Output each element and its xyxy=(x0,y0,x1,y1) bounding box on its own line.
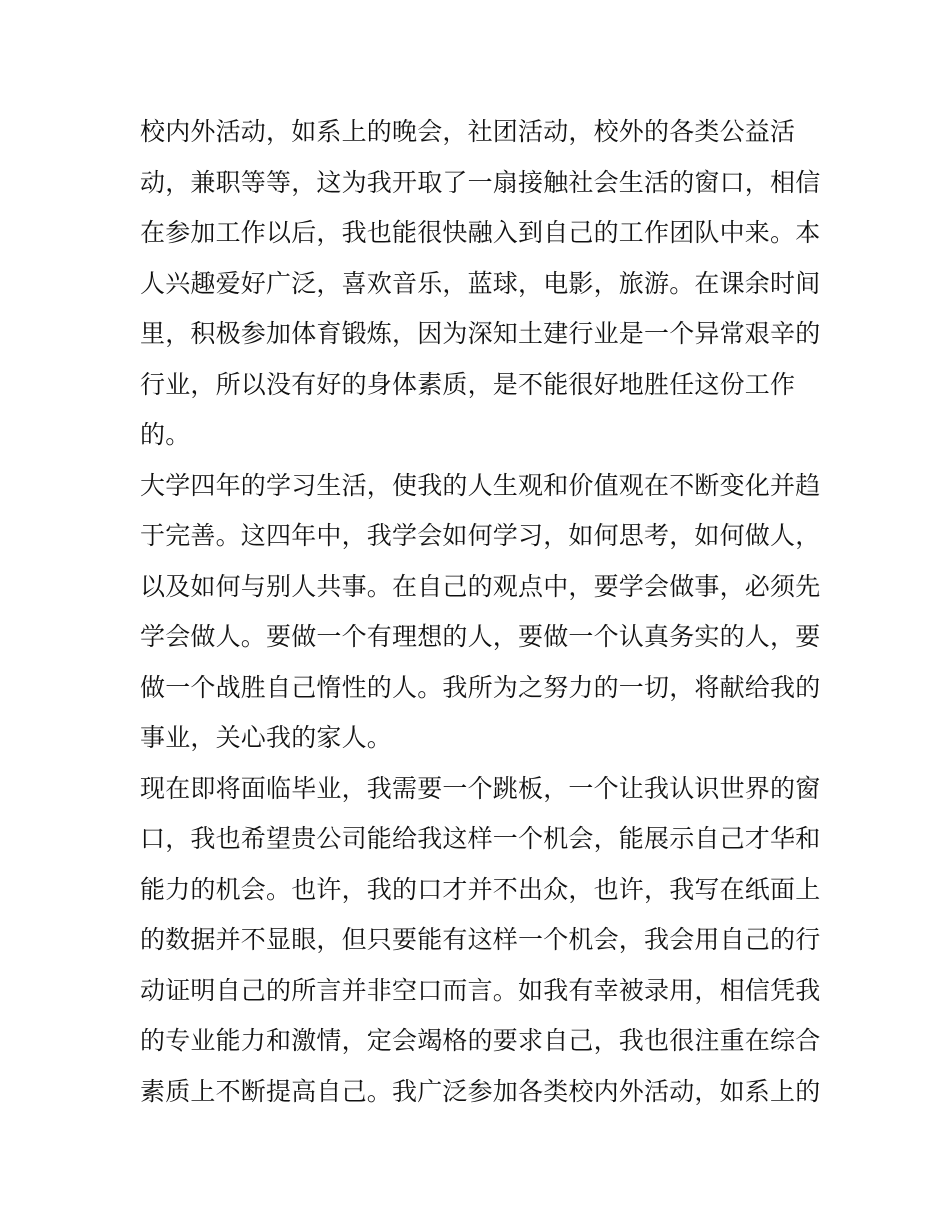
text-line: 做一个战胜自己惰性的人。我所为之努力的一切，将献给我的 xyxy=(140,672,821,702)
text-line: 动，兼职等等，这为我开取了一扇接触社会生活的窗口，相信 xyxy=(140,167,821,197)
text-line: 以及如何与别人共事。在自己的观点中，要学会做事，必须先 xyxy=(140,571,821,601)
text-line: 口，我也希望贵公司能给我这样一个机会，能展示自己才华和 xyxy=(140,824,821,853)
text-line: 能力的机会。也许，我的口才并不出众，也许，我写在纸面上 xyxy=(140,874,821,904)
text-line: 里，积极参加体育锻炼，因为深知土建行业是一个异常艰辛的 xyxy=(140,319,821,348)
text-line: 的。 xyxy=(140,420,191,449)
text-line: 于完善。这四年中，我学会如何学习，如何思考，如何做人， xyxy=(140,521,821,550)
text-line: 校内外活动，如系上的晚会，社团活动，校外的各类公益活 xyxy=(140,117,796,146)
text-line: 动证明自己的所言并非空口而言。如我有幸被录用，相信凭我 xyxy=(140,975,821,1005)
document-body xyxy=(140,107,820,1117)
text-line: 人兴趣爱好广泛，喜欢音乐，蓝球，电影，旅游。在课余时间 xyxy=(140,268,821,298)
text-line: 素质上不断提高自己。我广泛参加各类校内外活动，如系上的 xyxy=(140,1076,821,1106)
text-line: 事业，关心我的家人。 xyxy=(140,723,393,752)
text-line: 在参加工作以后，我也能很快融入到自己的工作团队中来。本 xyxy=(140,218,821,247)
text-line: 的专业能力和激情，定会竭格的要求自己，我也很注重在综合 xyxy=(140,1026,821,1055)
text-line: 的数据并不显眼，但只要能有这样一个机会，我会用自己的行 xyxy=(140,925,821,954)
text-line: 行业，所以没有好的身体素质，是不能很好地胜任这份工作 xyxy=(140,369,796,399)
text-line: 现在即将面临毕业，我需要一个跳板，一个让我认识世界的窗 xyxy=(140,773,821,803)
text-line: 大学四年的学习生活，使我的人生观和价值观在不断变化并趋 xyxy=(140,470,821,500)
text-line: 学会做人。要做一个有理想的人，要做一个认真务实的人，要 xyxy=(140,622,821,651)
